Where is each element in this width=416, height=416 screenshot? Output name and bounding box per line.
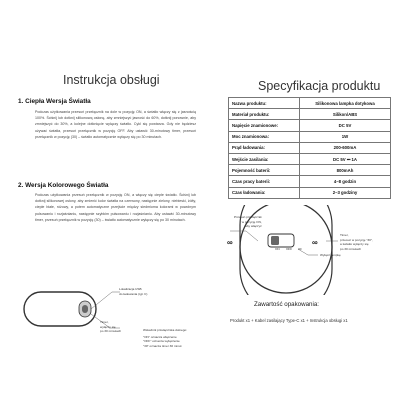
spec-key: Czas ładowania: (229, 187, 300, 198)
spec-row (229, 165, 391, 176)
spec-row (229, 131, 391, 142)
spec-value: DC 5V (300, 120, 391, 131)
spec-key: Wejście zasilania: (229, 153, 300, 164)
spec-key: Moc znamionowa: (229, 131, 300, 142)
switch-on-label: Przesuń przełącznik w pozycję ON, aby włączyć (234, 215, 262, 229)
spec-row (229, 98, 391, 109)
switch-indicator-legend: Wskaźnik przełącznika dolnego: "ON" oznacza włączenie "OFF" oznacza wyłączenie "30" oznacza timer 30 minut (143, 328, 188, 348)
infinity-icon-right: ∞ (312, 238, 318, 247)
spec-key: Czas pracy baterii: (229, 176, 300, 187)
spec-value: Silikon/ABS (300, 109, 391, 120)
spec-table (228, 97, 391, 199)
usb-location-label: Lokalizacja USB do ładowania (typ C) (119, 287, 148, 296)
switch-pos-label-off: OFF (286, 247, 293, 251)
spec-key: Napięcie znamionowe: (229, 120, 300, 131)
section1-text: Podczas użytkowania przesuń przełącznik na dole w pozycję ON, a światło włączy się z jasnością 100%. Ściśnij lub dotknij silikonową osłonę, aby zmniejszyć jasność do 60%, dotknij ponownie, aby zmniejszyć do 30%, a kolejne dotknięcie wyłączy światło. Cykl się powtarza. Gdy nie będziesz używać światła, przesuń przełącznik w pozycję OFF. Aby ustawić 30-minutowy timer, przesuń przełącznik w pozycję (30) – światło automatycznie wyłączy się po 30 minutach. (35, 110, 196, 139)
spec-row (229, 142, 391, 153)
spec-value: 200-600mA (300, 142, 391, 153)
spec-row (229, 187, 391, 198)
package-heading: Zawartość opakowania: (254, 301, 320, 308)
spec-value: Silikonowa lampka dotykowa (300, 98, 391, 109)
spec-row (229, 176, 391, 187)
spec-key: Pojemność baterii: (229, 165, 300, 176)
slide-switch-knob (271, 236, 279, 245)
spec-value: 1W (300, 131, 391, 142)
timer-label-left: Timer, wyłączy się po 30 minutach (100, 320, 122, 334)
spec-row (229, 153, 391, 164)
section2-heading: 2. Wersja Kolorowego Światła (18, 182, 109, 189)
usb-port-inner (82, 305, 88, 313)
spec-key: Materiał produktu: (229, 109, 300, 120)
spec-title: Specyfikacja produktu (258, 79, 381, 93)
spec-value: 2–3 godziny (300, 187, 391, 198)
spec-key: Nazwa produktu: (229, 98, 300, 109)
spec-value: DC 5V ⎓ 1A (300, 153, 391, 164)
timer-label-right: Timer, przesuń w pozycję "30", a światło wyłączy się po 30 minutach (340, 233, 373, 251)
package-contents: Produkt x1 + Kabel zasilający Type-C x1 + Instrukcja obsługi x1 (230, 318, 348, 323)
spec-row (229, 120, 391, 131)
switch-pos-label-30: 30 (298, 247, 302, 251)
section1-heading: 1. Ciepła Wersja Światła (18, 98, 91, 105)
section2-text: Podczas użytkowania przesuń przełącznik w pozycję ON, a włączy się ciepłe światło. Ściśnij lub dotknij silikonowej osłony, aby zmienić kolor światła na czerwony, następnie zielony, niebieski, żółty, ciepłe białe, różowy, a potem automatyczne przejście między siedmioma kolorami w powolnym pulsowaniu i rozjaśnianiu, następnie szybkim pulsowaniu i rozjaśnianiu. Aby ustawić 30-minutowy timer, przesuń przełącznik w pozycję (30) – światło automatycznie wyłączy się po 30 minutach. (35, 193, 196, 222)
spec-row (229, 109, 391, 120)
instr-title: Instrukcja obsługi (63, 73, 160, 87)
spec-value: 4–8 godzin (300, 176, 391, 187)
spec-key: Prąd ładowania: (229, 142, 300, 153)
infinity-icon-left: ∞ (227, 238, 233, 247)
spec-value: 800mAh (300, 165, 391, 176)
switch-pos-label-on: ON (275, 247, 280, 251)
turn-off-label: Wyłącz lampkę (320, 253, 341, 257)
